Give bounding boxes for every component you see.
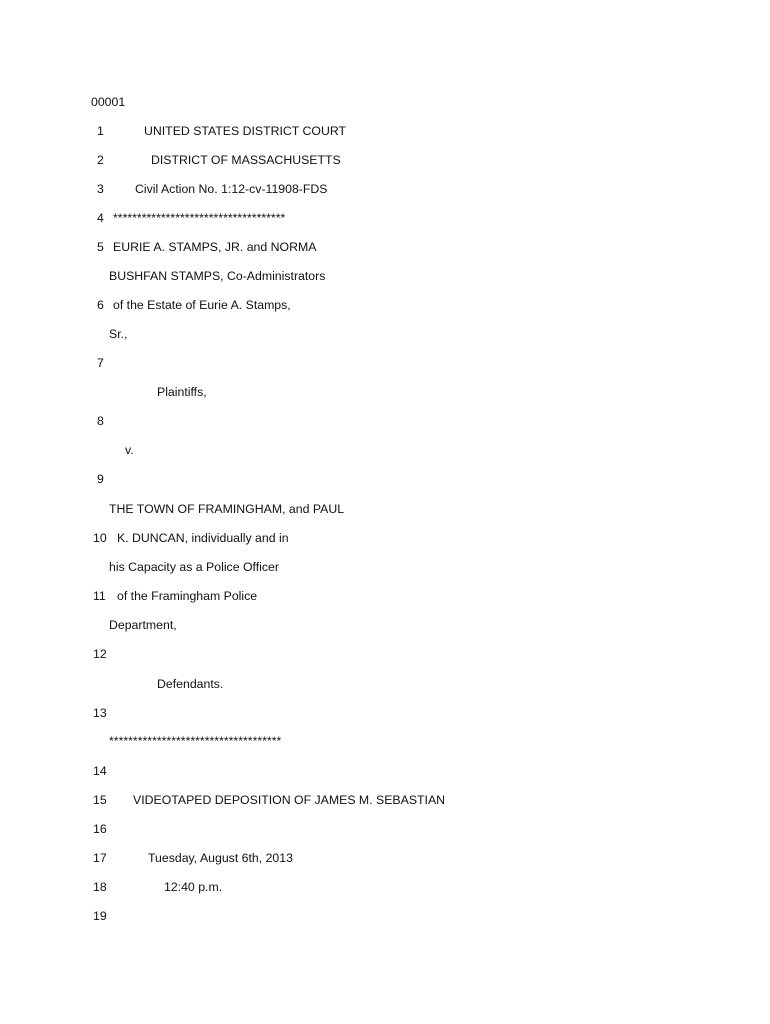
line-number: 12: [93, 647, 107, 661]
plaintiff-names-continued: BUSHFAN STAMPS, Co-Administrators: [109, 269, 326, 283]
line-number: 2: [97, 153, 104, 167]
asterisk-divider: ************************************: [113, 211, 286, 225]
line-number: 16: [93, 822, 107, 836]
deposition-title: VIDEOTAPED DEPOSITION OF JAMES M. SEBASTIAN: [133, 793, 446, 807]
department-line-continued: Department,: [109, 618, 177, 632]
case-number: Civil Action No. 1:12-cv-11908-FDS: [135, 182, 328, 196]
court-title: UNITED STATES DISTRICT COURT: [144, 124, 346, 138]
line-number: 17: [93, 851, 107, 865]
plaintiff-names: EURIE A. STAMPS, JR. and NORMA: [113, 240, 317, 254]
line-number: 11: [93, 589, 106, 603]
estate-line: of the Estate of Eurie A. Stamps,: [113, 298, 291, 312]
versus: v.: [125, 443, 134, 457]
line-number: 4: [97, 211, 104, 225]
deposition-time: 12:40 p.m.: [164, 880, 223, 894]
line-number: 10: [93, 531, 107, 545]
line-number: 8: [97, 414, 104, 428]
line-number: 15: [93, 793, 107, 807]
line-number: 1: [97, 124, 104, 138]
asterisk-divider: ************************************: [109, 734, 282, 748]
line-number: 9: [97, 472, 104, 486]
line-number: 5: [97, 240, 104, 254]
line-number: 3: [97, 182, 104, 196]
line-number: 7: [97, 356, 104, 370]
plaintiffs-label: Plaintiffs,: [157, 385, 207, 399]
page-id: 00001: [91, 95, 126, 109]
department-line: of the Framingham Police: [117, 589, 258, 603]
capacity-line: his Capacity as a Police Officer: [109, 560, 279, 574]
estate-line-continued: Sr.,: [109, 327, 128, 341]
district-title: DISTRICT OF MASSACHUSETTS: [151, 153, 341, 167]
deposition-date: Tuesday, August 6th, 2013: [148, 851, 293, 865]
line-number: 19: [93, 909, 107, 923]
line-number: 14: [93, 764, 107, 778]
defendant-names: THE TOWN OF FRAMINGHAM, and PAUL: [109, 502, 345, 516]
line-number: 6: [97, 298, 104, 312]
line-number: 18: [93, 880, 107, 894]
line-number: 13: [93, 706, 107, 720]
defendant-names-continued: K. DUNCAN, individually and in: [117, 531, 289, 545]
defendants-label: Defendants.: [157, 677, 224, 691]
